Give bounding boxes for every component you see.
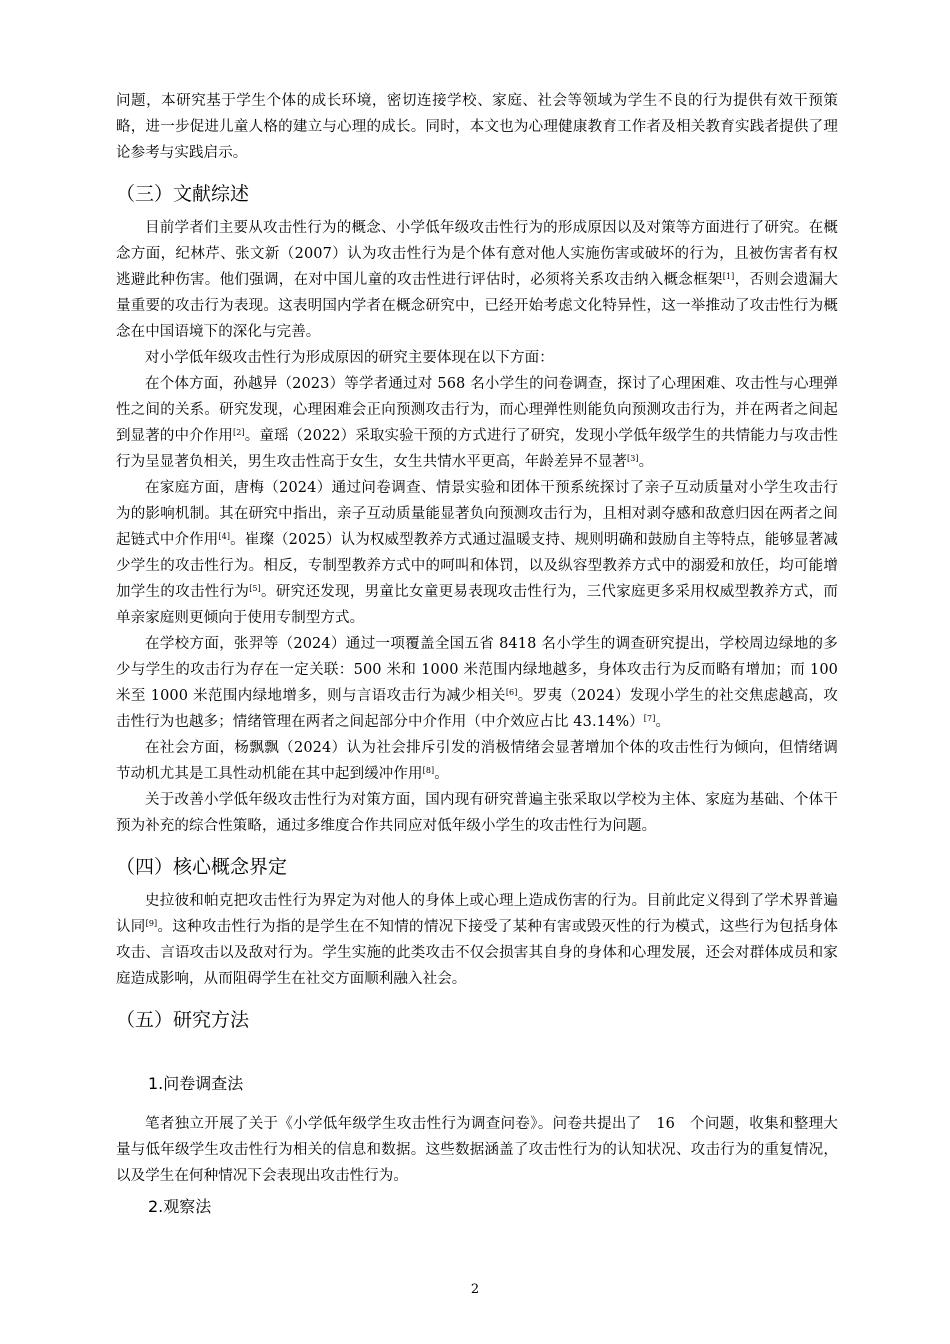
core-concept-paragraph: [116, 888, 838, 992]
text-segment: 。崔璨（2025）认为权威型教养方式通过温暖支持、规则明确和鼓励自主等特点，能够显著减少学生的攻击性行为。相反，专制型教养方式中的呵叫和体罚，以及纵容型教养方式中的溺爱和放任，均可能增加学生的攻击性行为: [116, 532, 838, 600]
text-segment: 。研究还发现，男童比女童更易表现攻击性行为，三代家庭更多采用权威型教养方式，而单亲家庭则更倾向于使用专制型方式。: [116, 584, 838, 626]
citation-ref: [9]: [145, 919, 158, 928]
text-segment: 目前学者们主要从攻击性行为的概念、小学低年级攻击性行为的形成原因以及对策等方面进行了研究。在概念方面，纪林芹、张文新（2007）认为攻击性行为是个体有意对他人实施伤害或破坏的行为，且被伤害者有权逃避此种伤害。他们强调，在对中国儿童的攻击性进行评估时，必须将关系攻击纳入概念框架: [116, 220, 838, 288]
text-segment: ，否则会遗漏大量重要的攻击行为表现。这表明国内学者在概念研究中，已经开始考虑文化特异性，这一举推动了攻击性行为概念在中国语境下的深化与完善。: [116, 272, 838, 340]
citation-ref: [1]: [722, 272, 735, 281]
subsection-heading-observation: 2.观察法: [148, 1197, 212, 1216]
citation-ref: [7]: [643, 714, 656, 723]
literature-paragraph-strategies: 关于改善小学低年级攻击性行为对策方面，国内现有研究普遍主张采取以学校为主体、家庭为基础、个体干预为补充的综合性策略，通过多维度合作共同应对低年级小学生的攻击性行为问题。: [116, 792, 838, 834]
citation-ref: [4]: [218, 532, 231, 541]
text-segment: 在个体方面，孙越异（2023）等学者通过对 568 名小学生的问卷调查，探讨了心理困难、攻击性与心理弹性之间的关系。研究发现，心理困难会正向预测攻击行为，而心理弹性则能负向预测攻击行为，并在两者之间起到显著的中介作用: [116, 376, 838, 444]
citation-ref: [6]: [505, 688, 518, 697]
citation-ref: [5]: [249, 584, 261, 593]
intro-paragraph: 问题，本研究基于学生个体的成长环境，密切连接学校、家庭、社会等领域为学生不良的行为提供有效干预策略，进一步促进儿童人格的建立与心理的成长。同时，本文也为心理健康教育工作者及相关教育实践者提供了理论参考与实践启示。: [116, 93, 838, 161]
text-segment: 史拉彼和帕克把攻击性行为界定为对他人的身体上或心理上造成伤害的行为。目前此定义得到了学术界普遍认同: [116, 893, 838, 935]
text-segment: 。罗夷（2024）发现小学生的社交焦虑越高，攻击性行为也越多；情绪管理在两者之间起部分中介作用（中介效应占比 43.14%）: [116, 688, 838, 730]
citation-ref: [8]: [422, 766, 435, 775]
literature-paragraph-family: [116, 475, 838, 631]
literature-paragraph-causes-intro: 对小学低年级攻击性行为形成原因的研究主要体现在以下方面：: [145, 350, 554, 366]
questionnaire-paragraph: 笔者独立开展了关于《小学低年级学生攻击性行为调查问卷》。问卷共提出了 16 个问题，收集和整理大量与低年级学生攻击性行为相关的信息和数据。这些数据涵盖了攻击性行为的认知状况、攻击行为的重复情况，以及学生在何种情况下会表现出攻击性行为。: [116, 1116, 838, 1184]
literature-paragraph-school: [116, 631, 838, 735]
subsection-heading-questionnaire: 1.问卷调查法: [148, 1074, 244, 1093]
text-segment: 。: [638, 454, 654, 470]
text-segment: 。: [434, 766, 449, 782]
text-segment: 。: [655, 714, 671, 730]
text-segment: 。童瑶（2022）采取实验干预的方式进行了研究，发现小学低年级学生的共情能力与攻击性行为呈显著负相关，男生攻击性高于女生，女生共情水平更高，年龄差异不显著: [116, 428, 838, 470]
section-heading-literature-review: （三）文献综述: [116, 183, 250, 205]
literature-paragraph-individual: [116, 371, 838, 475]
literature-paragraph-society: [116, 735, 838, 787]
citation-ref: [2]: [233, 428, 245, 437]
text-segment: 在学校方面，张羿等（2024）通过一项覆盖全国五省 8418 名小学生的调查研究提出，学校周边绿地的多少与学生的攻击行为存在一定关联：500 米和 1000 米范围内绿地越多，身体攻击行为反而略有增加；而 100 米至 1000 米范围内绿地增多，则与言语攻击行为减少相关: [116, 636, 838, 704]
section-heading-methods: （五）研究方法: [116, 1009, 250, 1031]
citation-ref: [3]: [627, 454, 639, 463]
text-segment: 在社会方面，杨飘飘（2024）认为社会排斥引发的消极情绪会显著增加个体的攻击性行为倾向，但情绪调节动机尤其是工具性动机能在其中起到缓冲作用: [116, 740, 838, 782]
section-heading-core-concepts: （四）核心概念界定: [116, 856, 288, 878]
page-body: [116, 88, 838, 1220]
text-segment: 在家庭方面，唐梅（2024）通过问卷调查、情景实验和团体干预系统探讨了亲子互动质量对小学生攻击行为的影响机制。其在研究中指出，亲子互动质量能显著负向预测攻击行为，且相对剥夺感和敌意归因在两者之间起链式中介作用: [116, 480, 838, 548]
page-number: 2: [470, 1282, 480, 1297]
literature-paragraph-concept: [116, 215, 838, 345]
text-segment: 。这种攻击性行为指的是学生在不知情的情况下接受了某种有害或毁灭性的行为模式，这些行为包括身体攻击、言语攻击以及敌对行为。学生实施的此类攻击不仅会损害其自身的身体和心理发展，还会对群体成员和家庭造成影响，从而阻碍学生在社交方面顺利融入社会。: [116, 919, 838, 987]
